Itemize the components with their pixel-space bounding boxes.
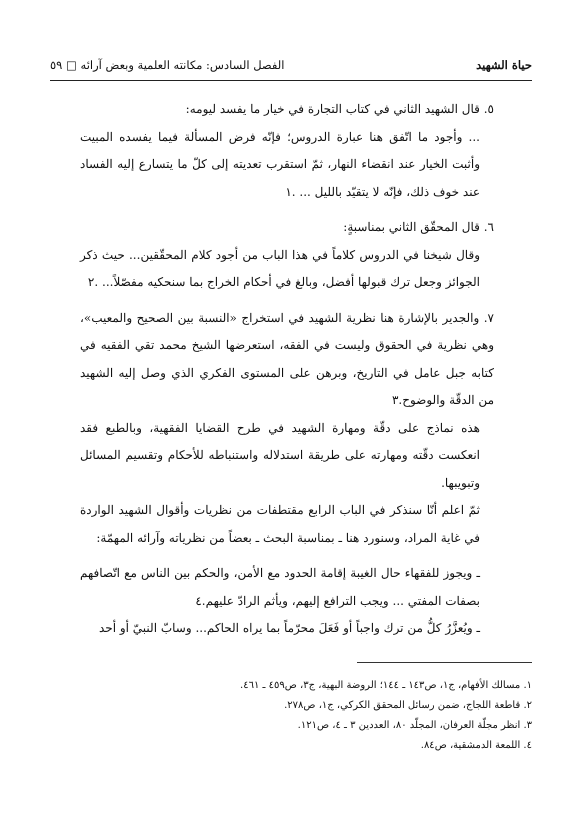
list-item: ـ ويُعزَّرُ كلُّ من ترك واجباً أو فَعَلَ محرّماً بما يراه الحاكم... وسابّ النبيّ أو أحد [99,621,480,635]
footnote: ٣. انظر مجلّة العرفان، المجلّد ٨٠، العددين ٣ ـ ٤، ص١٢١. [297,720,532,731]
quote-paragraph: ... وأجود ما اتّفق هنا عبارة الدروس؛ فإنّه فرض المسألة فيما يفسده المبيت وأثبت الخيار عند انقضاء النهار، ثمّ استقرب تعديته إلى كلّ ما يتسارع إليه الفساد عند خوف ذلك، فإنّه لا يتقيّد بالليل ... .١ [80,129,480,199]
paragraph: ٥. قال الشهيد الثاني في كتاب التجارة في خيار ما يفسد ليومه: [185,102,494,116]
paragraph: هذه نماذج على دقّة ومهارة الشهيد في طرح القضايا الفقهية، وبالطبع فقد انعكست دقّته ومهارته على طريقة استدلاله واستنباطه للأحكام وتقسيم المسائل وتبويبها. [80,420,480,490]
header-rule [50,80,532,81]
list-item: ـ ويجوز للفقهاء حال الغيبة إقامة الحدود مع الأمن، والحكم بين الناس مع اتّصافهم بصفات المفتي ... ويجب الترافع إليهم، ويأثم الرادّ عليهم.٤ [80,566,480,608]
running-header [50,58,532,76]
main-text [80,96,494,643]
footnote: ٢. قاطعة اللجاج، ضمن رسائل المحقق الكركي، ج١، ص٢٧٨. [284,700,532,711]
footnote: ٤. اللمعة الدمشقية، ص٨٤. [420,740,532,751]
quote-paragraph: وقال شيخنا في الدروس كلاماً في هذا الباب من أجود كلام المحقّقين... حيث ذكر الجوائز وجعل ترك قبولها أفضل، وبالغ في أحكام الخراج بما سنحكيه مفصّلاً... .٢ [80,247,480,289]
paragraph: ثمّ اعلم أنّا سنذكر في الباب الرابع مقتطفات من نظريات وأقوال الشهيد الواردة في غاية المراد، وسنورد هنا ـ بمناسبة البحث ـ بعضاً من نظرياته وآرائه المهمّة: [80,503,480,545]
paragraph: ٧. والجدير بالإشارة هنا نظرية الشهيد في استخراج «النسبة بين الصحيح والمعيب»، وهي نظرية في الحقوق وليست في الفقه، استعرضها الشيخ محمد تقي الفقيه في كتابه جبل عامل في التاريخ، وبرهن على المستوى الفكري الذي وصل إليه الشهيد من الدقّة والوضوح.٣ [80,310,494,407]
paragraph: ٦. قال المحقّق الثاني بمناسبةٍ: [343,220,494,234]
footnote-rule [357,662,532,663]
footnote: ١. مسالك الأفهام، ج١، ص١٤٣ ـ ١٤٤؛ الروضة البهية، ج٣، ص٤٥٩ ـ ٤٦١. [240,680,532,691]
footnotes [80,676,532,756]
chapter-title-and-page-number: الفصل السادس: مكانته العلمية وبعض آرائه □ ٥٩ [50,58,285,72]
book-title: حياة الشهيد [476,58,532,72]
